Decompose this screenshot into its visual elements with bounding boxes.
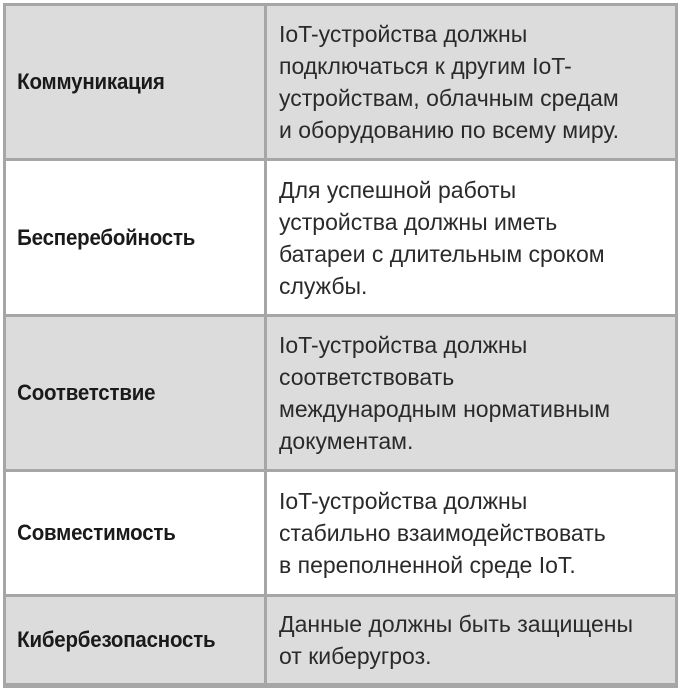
table-row-cybersecurity-term-cell (6, 597, 264, 683)
term-label: Соответствие (17, 380, 156, 405)
table-row-compliance-term-cell (6, 317, 264, 469)
table-row-compatibility-term-cell (6, 472, 264, 594)
term-label: Бесперебойность (17, 224, 196, 250)
table-row-cybersecurity-description-cell (267, 597, 675, 683)
description-text: IoT-устройства должны подключаться к другим IoT- устройствам, облачным средам и оборудованию по всему миру. (279, 21, 620, 143)
description-text: IoT-устройства должны стабильно взаимодействовать в переполненной среде IoT. (279, 488, 606, 578)
description-text: Для успешной работы устройства должны иметь батареи с длительным сроком службы. (279, 176, 605, 299)
term-label: Совместимость (17, 520, 176, 545)
term-label: Кибербезопасность (17, 627, 216, 652)
term-label: Коммуникация (17, 69, 165, 94)
table-row-compatibility-description-cell (267, 472, 675, 594)
table-row-compliance-description-cell (267, 317, 675, 469)
requirements-table (3, 3, 678, 688)
table-row-reliability-description-cell (267, 161, 675, 314)
description-text: Данные должны быть защищены от киберугроз. (279, 611, 634, 669)
table-row-communication-description-cell (267, 6, 675, 158)
table-row-communication-term-cell (6, 6, 264, 158)
table-row-reliability-term-cell (6, 161, 264, 314)
description-text: IoT-устройства должны соответствовать международным нормативным документам. (279, 332, 611, 454)
